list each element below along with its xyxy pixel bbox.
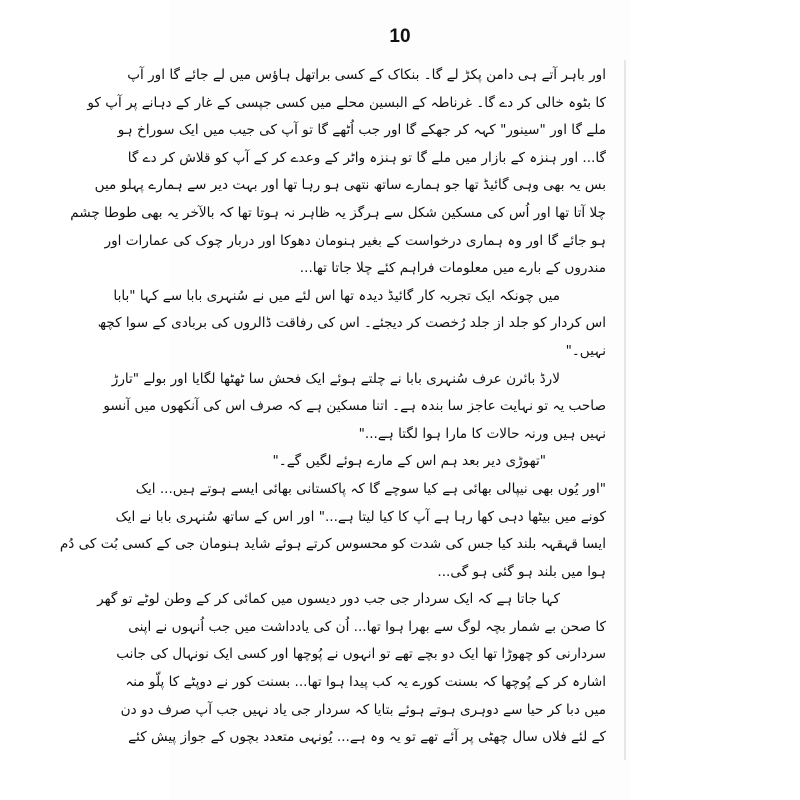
text-line: نہیں۔": [565, 342, 606, 359]
text-line: "اور یُوں بھی نیپالی بھائی ہے کیا سوچے گا کہ پاکستانی بھائی ایسے ہوتے ہیں... ایک: [135, 480, 606, 497]
text-line: کا صحن بے شمار بچہ لوگ سے بھرا ہوا تھا... اُن کی یادداشت میں جب اُنہوں نے اپنی: [128, 618, 606, 635]
text-line: ملے گا اور "سینور" کہہ کر جھکے گا اور جب اُٹھے گا تو آپ کی جیب میں ایک سوراخ ہو: [117, 122, 606, 139]
text-line: ہوا میں بلند ہو گئی ہو گی...: [437, 563, 606, 580]
text-line: میں دبا کر حیا سے دوہری ہوتے ہوئے بتایا کہ سردار جی یاد نہیں جب آپ صرف دو دن: [120, 701, 606, 718]
text-line: ہو جائے گا اور وہ ہماری درخواست کے بغیر ہنومان دھوکا اور دربار چوک کی عمارات اور: [104, 232, 606, 249]
text-line: اشارہ کر کے پُوچھا کہ بسنت کورے یہ کب پیدا ہوا تھا... بسنت کور نے دوپٹے کا پلّو منہ: [125, 674, 606, 691]
text-line: کے لئے فلاں سال چھٹی پر آئے تھے تو یہ وہ ہے... یُونہی متعدد بچوں کے جواز پیش کئے: [128, 729, 606, 746]
text-line: اس کردار کو جلد از جلد رُخصت کر دیجئے۔ اس کی رفاقت ڈالروں کی بربادی کے سوا کچھ: [97, 315, 606, 332]
text-line: اور باہر آتے ہی دامن پکڑ لے گا۔ بنکاک کے کسی براتھل ہاؤس میں لے جائے گا اور آپ: [127, 67, 606, 83]
text-line: سردارنی کو چھوڑا تھا ایک دو بچے تھے تو انہوں نے پُوچھا اور کسی ایک نونہال کی جانب: [116, 646, 606, 663]
text-line: صاحب یہ تو نہایت عاجز سا بندہ ہے۔ اتنا مسکین ہے کہ صرف اس کی آنکھوں میں آنسو: [103, 398, 606, 415]
body-text: [59, 62, 606, 752]
text-line: چلا آتا تھا اور اُس کی مسکین شکل سے ہرگز یہ ظاہر نہ ہوتا تھا کہ بالآخر یہ بھی طوطا چشم: [70, 204, 606, 221]
page-edge-shadow: [624, 60, 626, 760]
text-line: ایسا قہقہہ بلند کیا جس کی شدت کو محسوس کرتے ہوئے شاید ہنومان جی کے کسی بُت کی دُم: [59, 536, 606, 553]
dialogue-line: "تھوڑی دیر بعد ہم اس کے مارے ہوئے لگیں گے۔": [272, 453, 546, 470]
text-line: مندروں کے بارے میں معلومات فراہم کئے چلا جاتا تھا...: [299, 260, 606, 277]
text-line: گا... اور ہنزہ کے بازار میں ملے گا تو ہنزہ واٹر کے وعدے کر کے آپ کو قلاش کر دے گا: [127, 149, 606, 166]
page-number: 10: [389, 26, 411, 47]
text-line: بس یہ بھی وہی گائیڈ تھا جو ہمارے ساتھ نتھی ہو رہا تھا اور بہت دیر سے ہمارے پہلو میں: [94, 177, 606, 194]
text-line: نہیں ہیں ورنہ حالات کا مارا ہوا لگتا ہے...": [358, 425, 606, 442]
paragraph-start-line: میں چونکہ ایک تجربہ کار گائیڈ دیدہ تھا اس لئے میں نے سُنہری بابا سے کہا "بابا: [113, 287, 560, 304]
text-line: کا بٹوہ خالی کر دے گا۔ غرناطہ کے البسین محلے میں کسی جپسی کے غار کے دہانے پر آپ کو: [87, 94, 606, 111]
text-line: کونے میں بیٹھا دہی کھا رہا ہے آپ کا کیا لیتا ہے..." اور اس کے ساتھ سُنہری بابا نے ایک: [115, 508, 606, 525]
paragraph-start-line: کہا جاتا ہے کہ ایک سردار جی جب دور دیسوں میں کمائی کر کے وطن لوٹے تو گھر: [97, 591, 560, 608]
paragraph-start-line: لارڈ بائرن عرف سُنہری بابا نے چلتے ہوئے ایک فحش سا ٹھٹھا لگایا اور بولے "تارڑ: [111, 370, 560, 387]
